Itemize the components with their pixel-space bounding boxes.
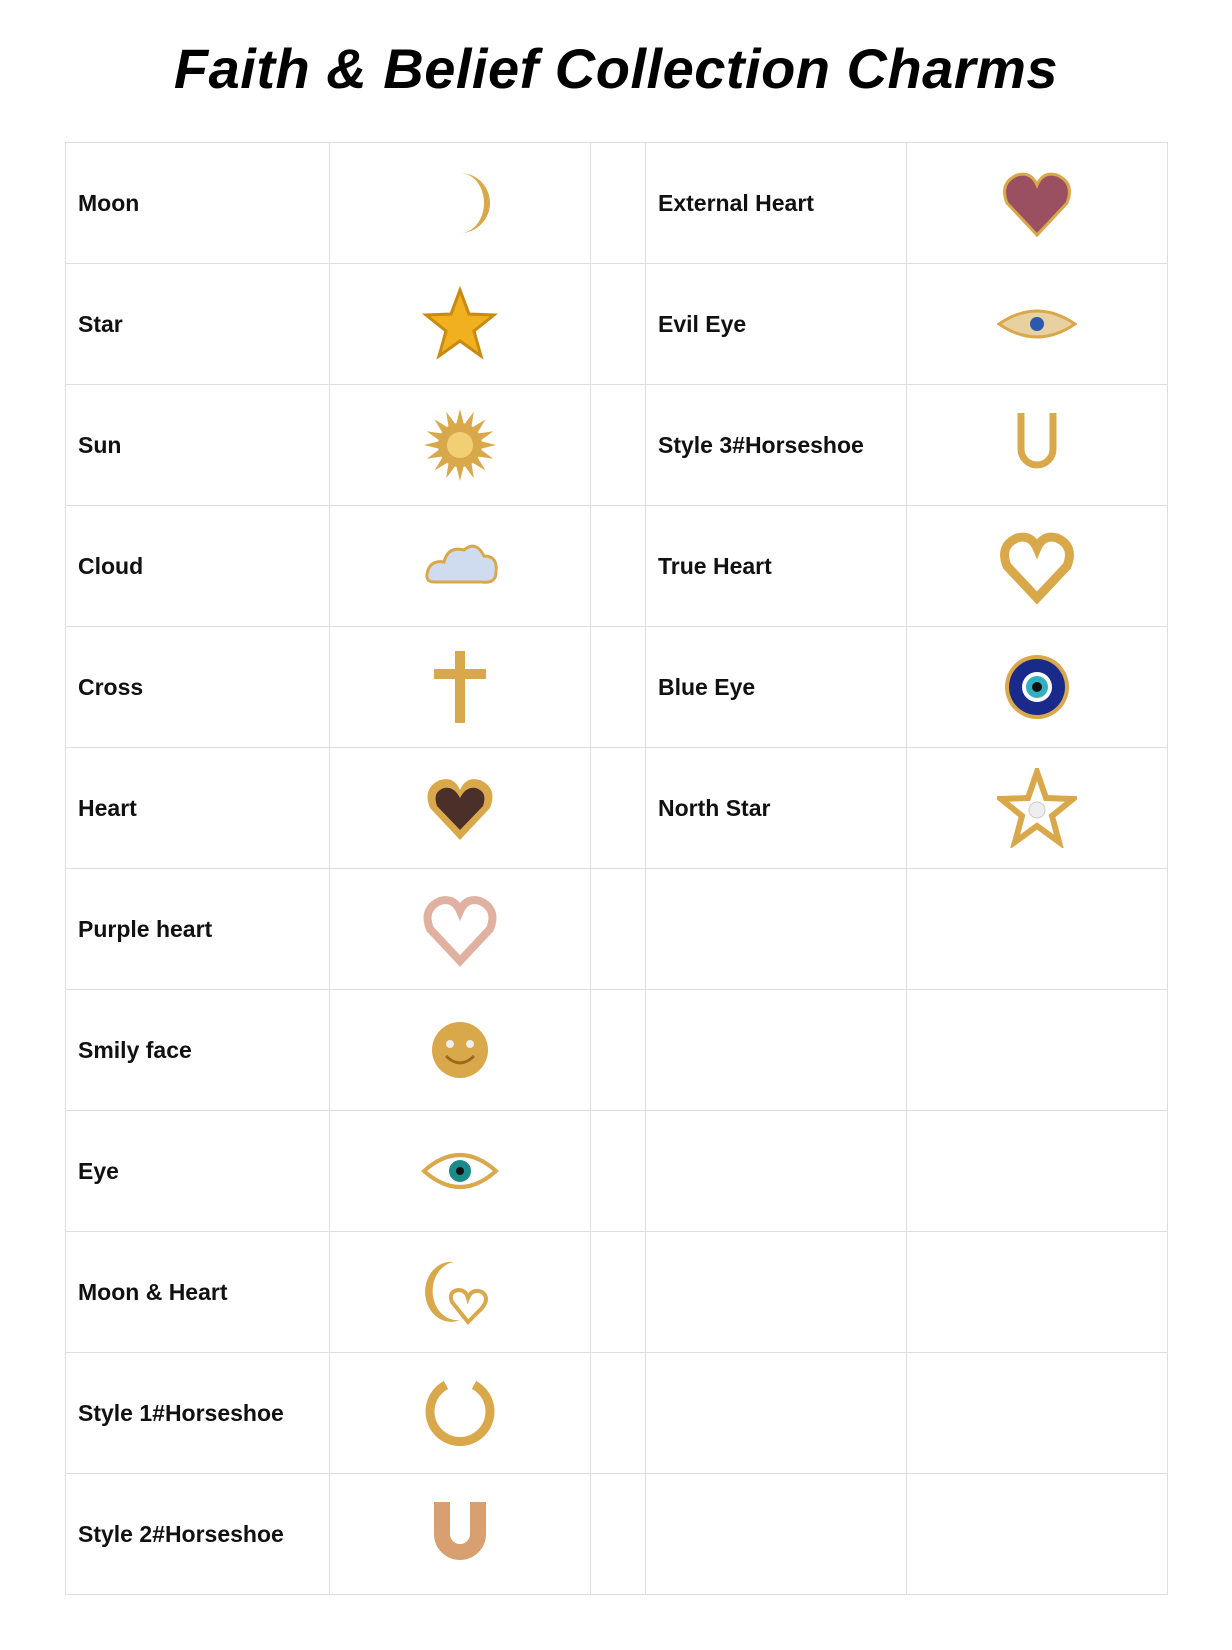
spacer-cell xyxy=(591,1474,646,1595)
spacer-cell xyxy=(591,990,646,1111)
empty-cell xyxy=(907,1232,1168,1353)
true-heart-charm-icon xyxy=(997,526,1077,606)
table-row xyxy=(66,748,1168,869)
charm-image-cell xyxy=(330,143,591,264)
table-row xyxy=(66,506,1168,627)
charm-name: Purple heart xyxy=(66,869,330,990)
sun-charm-icon xyxy=(420,405,500,485)
charm-name: Blue Eye xyxy=(646,627,907,748)
eye-charm-icon xyxy=(420,1131,500,1211)
charm-image-cell xyxy=(330,385,591,506)
empty-cell xyxy=(907,1111,1168,1232)
empty-cell xyxy=(646,1111,907,1232)
charm-name: Cloud xyxy=(66,506,330,627)
charm-name: Moon & Heart xyxy=(66,1232,330,1353)
charm-name: Star xyxy=(66,264,330,385)
charm-name: Eye xyxy=(66,1111,330,1232)
moon-charm-icon xyxy=(420,163,500,243)
charm-name: Style 3#Horseshoe xyxy=(646,385,907,506)
spacer-cell xyxy=(591,1111,646,1232)
charm-name: Sun xyxy=(66,385,330,506)
horseshoe-3-charm-icon xyxy=(997,405,1077,485)
external-heart-charm-icon xyxy=(997,163,1077,243)
charm-name: Smily face xyxy=(66,990,330,1111)
star-charm-icon xyxy=(420,284,500,364)
blue-eye-charm-icon xyxy=(997,647,1077,727)
charm-image-cell xyxy=(330,990,591,1111)
heart-charm-icon xyxy=(420,768,500,848)
table-row xyxy=(66,869,1168,990)
table-row xyxy=(66,1353,1168,1474)
spacer-cell xyxy=(591,264,646,385)
smiley-charm-icon xyxy=(420,1010,500,1090)
table-row xyxy=(66,1232,1168,1353)
table-row xyxy=(66,385,1168,506)
cloud-charm-icon xyxy=(420,526,500,606)
table-row xyxy=(66,627,1168,748)
charm-name: Style 1#Horseshoe xyxy=(66,1353,330,1474)
charm-name: True Heart xyxy=(646,506,907,627)
charm-name: North Star xyxy=(646,748,907,869)
empty-cell xyxy=(646,1353,907,1474)
charm-name: Evil Eye xyxy=(646,264,907,385)
charm-name: Moon xyxy=(66,143,330,264)
evil-eye-charm-icon xyxy=(997,284,1077,364)
charm-image-cell xyxy=(907,385,1168,506)
charm-name: Heart xyxy=(66,748,330,869)
moon-heart-charm-icon xyxy=(420,1252,500,1332)
charm-image-cell xyxy=(907,264,1168,385)
table-row xyxy=(66,143,1168,264)
empty-cell xyxy=(907,1474,1168,1595)
spacer-cell xyxy=(591,506,646,627)
charm-name: Style 2#Horseshoe xyxy=(66,1474,330,1595)
spacer-cell xyxy=(591,748,646,869)
empty-cell xyxy=(646,869,907,990)
empty-cell xyxy=(907,1353,1168,1474)
charm-image-cell xyxy=(330,1353,591,1474)
empty-cell xyxy=(646,1474,907,1595)
table-row xyxy=(66,1111,1168,1232)
table-row xyxy=(66,990,1168,1111)
charm-name: Cross xyxy=(66,627,330,748)
spacer-cell xyxy=(591,869,646,990)
horseshoe-1-charm-icon xyxy=(420,1373,500,1453)
spacer-cell xyxy=(591,627,646,748)
charm-image-cell xyxy=(330,748,591,869)
charms-table xyxy=(65,142,1168,1595)
charm-name: External Heart xyxy=(646,143,907,264)
empty-cell xyxy=(907,869,1168,990)
table-row xyxy=(66,1474,1168,1595)
charm-image-cell xyxy=(330,1111,591,1232)
charm-image-cell xyxy=(330,1474,591,1595)
charm-image-cell xyxy=(330,264,591,385)
spacer-cell xyxy=(591,1232,646,1353)
spacer-cell xyxy=(591,1353,646,1474)
cross-charm-icon xyxy=(420,647,500,727)
charm-image-cell xyxy=(907,143,1168,264)
charm-image-cell xyxy=(907,627,1168,748)
empty-cell xyxy=(907,990,1168,1111)
spacer-cell xyxy=(591,143,646,264)
north-star-charm-icon xyxy=(997,768,1077,848)
charm-image-cell xyxy=(330,869,591,990)
purple-heart-charm-icon xyxy=(420,889,500,969)
spacer-cell xyxy=(591,385,646,506)
empty-cell xyxy=(646,990,907,1111)
charm-image-cell xyxy=(907,748,1168,869)
page-title: Faith & Belief Collection Charms xyxy=(173,37,1059,100)
charm-image-cell xyxy=(330,506,591,627)
charm-image-cell xyxy=(907,506,1168,627)
charm-image-cell xyxy=(330,627,591,748)
horseshoe-2-charm-icon xyxy=(420,1494,500,1574)
table-row xyxy=(66,264,1168,385)
empty-cell xyxy=(646,1232,907,1353)
charm-image-cell xyxy=(330,1232,591,1353)
